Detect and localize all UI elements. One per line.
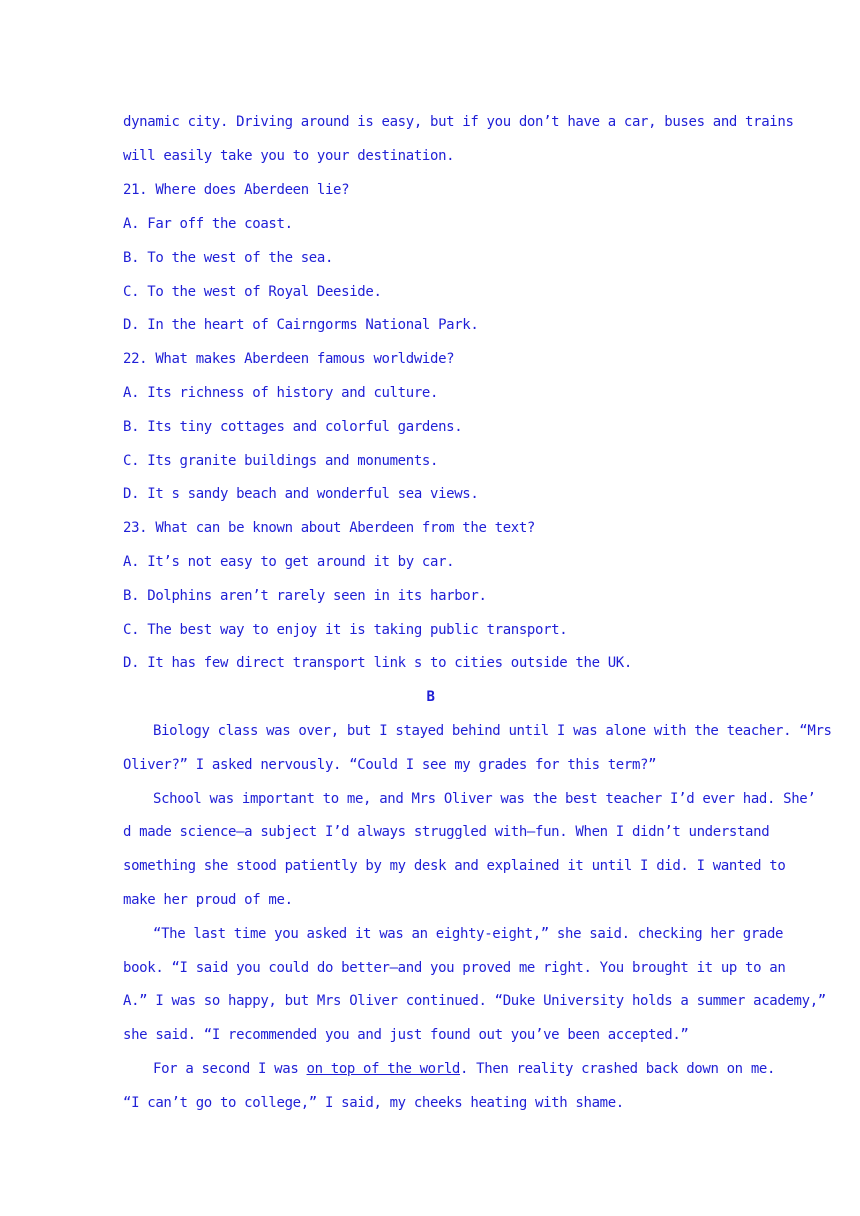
paragraph-line: something she stood patiently by my desk and explained it until I did. I wanted to xyxy=(123,858,786,874)
question-23-option-d: D. It has few direct transport link s to cities outside the UK. xyxy=(123,655,632,671)
question-22-option-b: B. Its tiny cottages and colorful gardens. xyxy=(123,419,463,435)
text-run: For a second I was xyxy=(153,1061,307,1077)
question-22-option-c: C. Its granite buildings and monuments. xyxy=(123,453,439,469)
question-21-option-d: D. In the heart of Cairngorms National Park. xyxy=(123,317,479,333)
section-heading: B xyxy=(426,689,435,705)
paragraph-line xyxy=(123,1059,776,1079)
paragraph-line: she said. “I recommended you and just found out you’ve been accepted.” xyxy=(123,1027,689,1043)
passage-a-text: dynamic city. Driving around is easy, but if you don’t have a car, buses and trains xyxy=(123,114,794,130)
question-23-option-a: A. It’s not easy to get around it by car. xyxy=(123,554,455,570)
question-22-stem: 22. What makes Aberdeen famous worldwide? xyxy=(123,351,455,367)
paragraph-line: Biology class was over, but I stayed behind until I was alone with the teacher. “Mrs xyxy=(153,723,832,739)
passage-a-text: will easily take you to your destination. xyxy=(123,148,455,164)
question-23-stem: 23. What can be known about Aberdeen from the text? xyxy=(123,520,536,536)
question-22-option-a: A. Its richness of history and culture. xyxy=(123,385,439,401)
text-run: . Then reality crashed back down on me. xyxy=(460,1061,776,1077)
paragraph-line: “I can’t go to college,” I said, my cheeks heating with shame. xyxy=(123,1095,624,1111)
paragraph-line: “The last time you asked it was an eighty-eight,” she said. checking her grade xyxy=(153,926,784,942)
paragraph-line: A.” I was so happy, but Mrs Oliver continued. “Duke University holds a summer academy,” xyxy=(123,993,826,1009)
paragraph-line: book. “I said you could do better—and you proved me right. You brought it up to an xyxy=(123,960,786,976)
question-23-option-c: C. The best way to enjoy it is taking public transport. xyxy=(123,622,568,638)
question-21-stem: 21. Where does Aberdeen lie? xyxy=(123,182,350,198)
question-21-option-a: A. Far off the coast. xyxy=(123,216,293,232)
question-22-option-d: D. It s sandy beach and wonderful sea views. xyxy=(123,486,479,502)
paragraph-line: d made science—a subject I’d always struggled with—fun. When I didn’t understand xyxy=(123,824,770,840)
paragraph-line: make her proud of me. xyxy=(123,892,293,908)
question-21-option-c: C. To the west of Royal Deeside. xyxy=(123,284,382,300)
paragraph-line: Oliver?” I asked nervously. “Could I see my grades for this term?” xyxy=(123,757,657,773)
underlined-phrase: on top of the world xyxy=(306,1061,460,1077)
question-21-option-b: B. To the west of the sea. xyxy=(123,250,334,266)
paragraph-line: School was important to me, and Mrs Oliver was the best teacher I’d ever had. She’ xyxy=(153,791,816,807)
question-23-option-b: B. Dolphins aren’t rarely seen in its harbor. xyxy=(123,588,487,604)
